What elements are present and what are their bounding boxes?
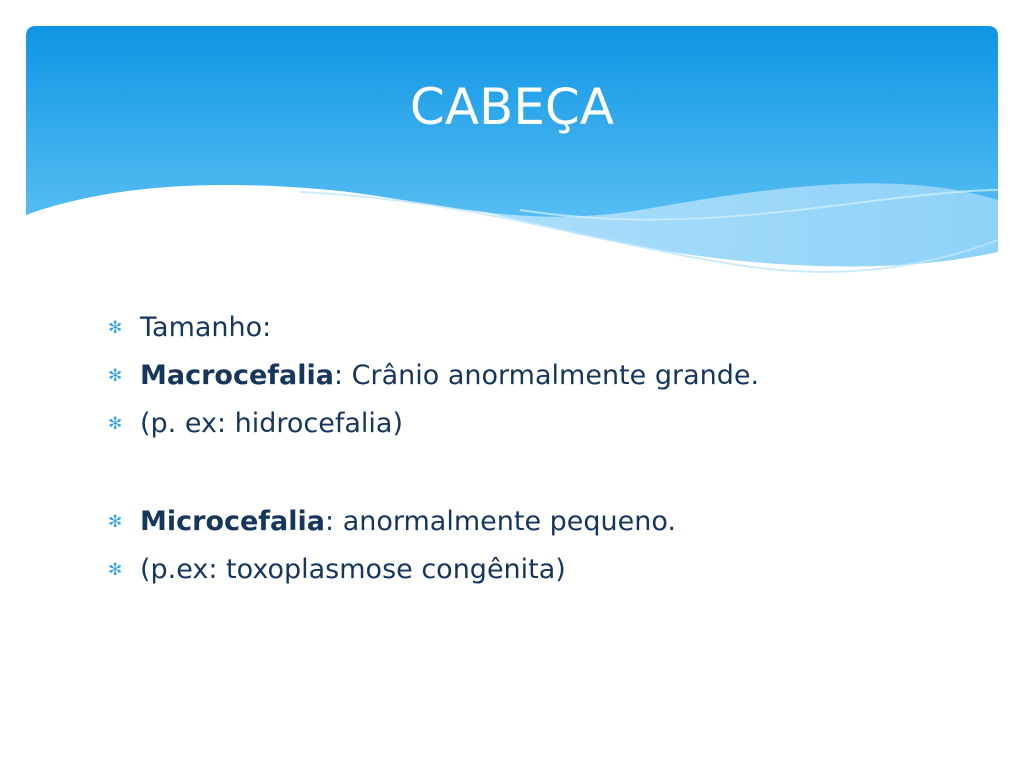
bullet-text: (p.ex: toxoplasmose congênita) [140, 554, 566, 585]
asterisk-icon: ✻ [108, 414, 123, 434]
slide-title: CABEÇA [409, 78, 615, 136]
asterisk-icon: ✻ [108, 560, 123, 580]
bullet-term: Macrocefalia [140, 360, 334, 391]
bullet-item [108, 498, 928, 546]
asterisk-icon: ✻ [108, 512, 123, 532]
header-wave-band [0, 0, 1024, 300]
bullet-list [108, 304, 928, 594]
bullet-item [108, 352, 928, 400]
asterisk-icon: ✻ [108, 366, 123, 386]
bullet-item [108, 400, 928, 448]
bullet-term: Microcefalia [140, 506, 326, 537]
bullet-spacer [108, 448, 928, 498]
asterisk-icon: ✻ [108, 318, 123, 338]
bullet-item [108, 304, 928, 352]
bullet-text: Macrocefalia: Crânio anormalmente grande. [140, 360, 760, 391]
bullet-item [108, 546, 928, 594]
bullet-text: Tamanho: [140, 312, 272, 343]
bullet-text: (p. ex: hidrocefalia) [140, 408, 403, 439]
bullet-text: Microcefalia: anormalmente pequeno. [140, 506, 677, 537]
